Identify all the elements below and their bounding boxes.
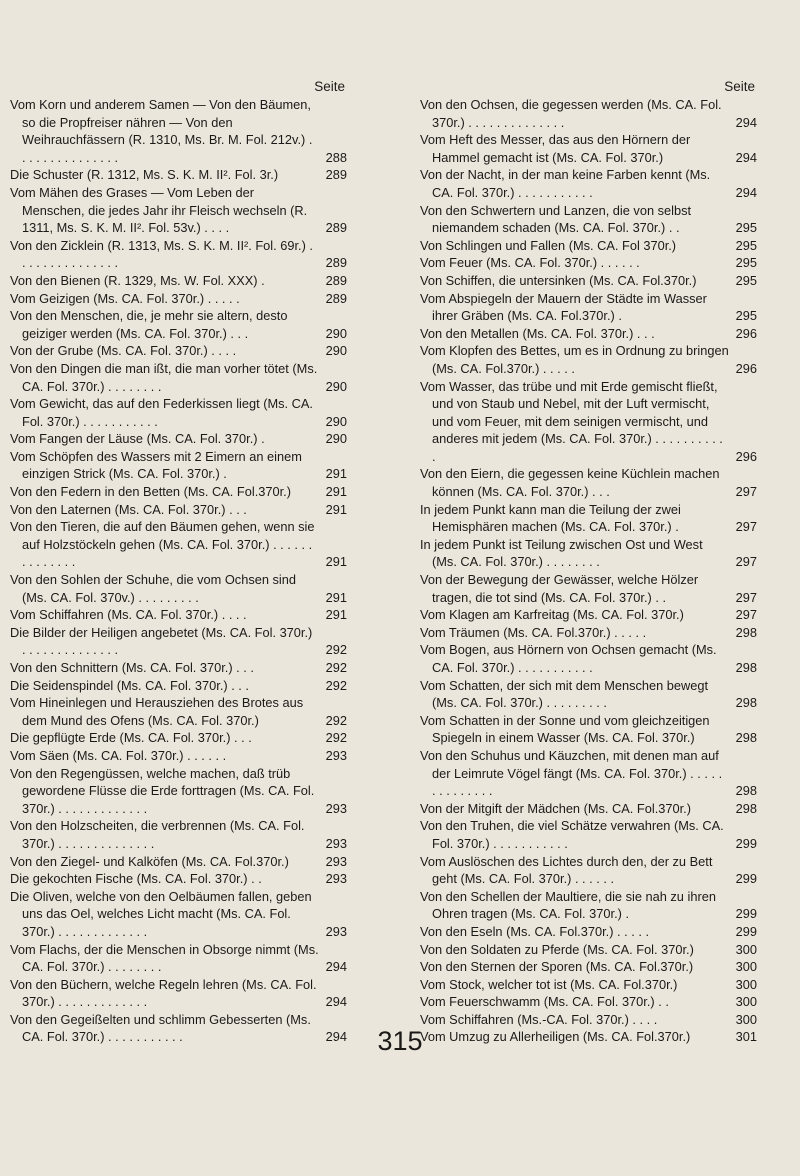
toc-entry-title: Vom Wasser, das trübe und mit Erde gemischt fließt, und von Staub und Nebel, mit der Luft vermischt, und vom Feuer, mit dem seinigen vermischt, und anderes mit jedem (Ms. CA. Fol. 370r.) . . . . . . . . . . . xyxy=(420,378,723,464)
toc-entry xyxy=(10,307,347,342)
toc-entry xyxy=(420,888,757,923)
toc-entry-page: 300 xyxy=(735,994,757,1010)
toc-entry-page: 301 xyxy=(735,1029,757,1045)
toc-entry-title: Vom Umzug zu Allerheiligen (Ms. CA. Fol.370r.) xyxy=(420,1029,691,1045)
toc-entry-title: Vom Abspiegeln der Mauern der Städte im Wasser ihrer Gräben (Ms. CA. Fol.370r.) . xyxy=(420,290,707,324)
toc-entry xyxy=(10,448,347,483)
toc-entry xyxy=(10,694,347,729)
toc-entry-title: Vom Fangen der Läuse (Ms. CA. Fol. 370r.) . xyxy=(10,431,265,447)
toc-entry-page: 295 xyxy=(735,220,757,236)
toc-entry-title: Vom Hineinlegen und Herausziehen des Brotes aus dem Mund des Ofens (Ms. CA. Fol. 370r.) xyxy=(10,695,304,728)
toc-entry xyxy=(10,624,347,659)
toc-entry xyxy=(10,747,347,765)
toc-entry xyxy=(420,747,757,800)
toc-entry xyxy=(10,571,347,606)
toc-entry-page: 289 xyxy=(325,167,347,183)
toc-entry-title: Von den Eiern, die gegessen keine Küchlein machen können (Ms. CA. Fol. 370r.) . . . xyxy=(420,466,720,500)
toc-entry xyxy=(10,888,347,941)
toc-entry-page: 292 xyxy=(325,660,347,675)
toc-entry-page: 298 xyxy=(735,800,757,816)
toc-entry-title: Von den Laternen (Ms. CA. Fol. 370r.) . . . xyxy=(10,501,247,517)
toc-entry-page: 297 xyxy=(735,607,757,623)
toc-entry xyxy=(10,606,347,624)
toc-entry-page: 290 xyxy=(325,343,347,359)
toc-entry-page: 298 xyxy=(735,730,757,746)
toc-entry-page: 296 xyxy=(735,360,757,376)
toc-entry-title: Vom Schatten, der sich mit dem Menschen bewegt (Ms. CA. Fol. 370r.) . . . . . . . . . xyxy=(420,677,709,711)
toc-entry-title: Von der Grube (Ms. CA. Fol. 370r.) . . . . xyxy=(10,343,237,359)
toc-entry-page: 294 xyxy=(325,1029,347,1045)
toc-entry-title: Vom Schiffahren (Ms. CA. Fol. 370r.) . . . . xyxy=(10,607,247,623)
toc-entry-page: 291 xyxy=(325,607,347,623)
toc-entry-page: 288 xyxy=(325,149,347,165)
toc-entry-title: Von den Ochsen, die gegessen werden (Ms. CA. Fol. 370r.) . . . . . . . . . . . . . . xyxy=(420,97,722,130)
toc-entry xyxy=(10,659,347,677)
toc-entry-page: 290 xyxy=(325,413,347,429)
toc-entry xyxy=(10,395,347,430)
toc-entry xyxy=(420,342,757,377)
toc-entry-title: Vom Stock, welcher tot ist (Ms. CA. Fol.370r.) xyxy=(420,976,678,992)
toc-entry-title: Von den Schuhus und Käuzchen, mit denen man auf der Leimrute Vögel fängt (Ms. CA. Fol. 370r.) . . . . . . . . . . . . . . xyxy=(420,747,723,799)
page-number: 315 xyxy=(377,1026,423,1056)
toc-entry-page: 290 xyxy=(325,431,347,447)
toc-entry-title: Von den Schnittern (Ms. CA. Fol. 370r.) . . . xyxy=(10,660,254,675)
toc-entry-title: Vom Korn und anderem Samen — Von den Bäumen, so die Propfreiser nähren — Von den Weihrauchfässern (R. 1310, Ms. Br. M. Fol. 212v.) . . . . . . . . . . . . . . . xyxy=(10,97,313,165)
toc-entry xyxy=(420,641,757,676)
right-column-header: Seite xyxy=(724,79,755,94)
toc-entry-title: Von den Büchern, welche Regeln lehren (Ms. CA. Fol. 370r.) . . . . . . . . . . . . . xyxy=(10,976,317,1010)
toc-entry-page: 299 xyxy=(735,871,757,887)
toc-entry xyxy=(420,923,757,941)
toc-entry xyxy=(420,536,757,571)
toc-entry-title: Vom Feuer (Ms. CA. Fol. 370r.) . . . . . . xyxy=(420,255,640,271)
toc-entry-title: Von den Holzscheiten, die verbrennen (Ms. CA. Fol. 370r.) . . . . . . . . . . . . . . xyxy=(10,818,305,851)
toc-entry-page: 298 xyxy=(735,783,757,799)
toc-entry-title: Von der Mitgift der Mädchen (Ms. CA. Fol.370r.) xyxy=(420,800,691,816)
toc-entry-page: 292 xyxy=(325,642,347,658)
toc-entry-title: Von den Federn in den Betten (Ms. CA. Fol.370r.) xyxy=(10,484,291,500)
toc-entry-title: Vom Klagen am Karfreitag (Ms. CA. Fol. 370r.) xyxy=(420,607,684,623)
toc-entry xyxy=(420,976,757,994)
toc-entry xyxy=(10,677,347,695)
toc-entry-title: Vom Bogen, aus Hörnern von Ochsen gemacht (Ms. CA. Fol. 370r.) . . . . . . . . . . . xyxy=(420,642,717,675)
toc-entry-title: Vom Geizigen (Ms. CA. Fol. 370r.) . . . . . xyxy=(10,290,240,306)
toc-entry-page: 294 xyxy=(735,184,757,200)
toc-entry xyxy=(10,729,347,747)
toc-entry xyxy=(420,96,757,131)
toc-entry-title: In jedem Punkt kann man die Teilung der zwei Hemisphären machen (Ms. CA. Fol. 370r.) . xyxy=(420,501,681,535)
left-column-header: Seite xyxy=(314,79,345,94)
toc-entry-page: 300 xyxy=(735,976,757,992)
toc-entry-page: 291 xyxy=(325,466,347,482)
toc-entry xyxy=(10,272,347,290)
toc-entry-page: 298 xyxy=(735,695,757,711)
toc-entry-title: Von den Dingen die man ißt, die man vorher tötet (Ms. CA. Fol. 370r.) . . . . . . . . xyxy=(10,360,318,394)
toc-entry xyxy=(10,518,347,571)
toc-entry-page: 294 xyxy=(325,959,347,975)
toc-entry-title: Von den Bienen (R. 1329, Ms. W. Fol. XXX) . xyxy=(10,272,265,288)
toc-entry xyxy=(10,853,347,871)
toc-entry-page: 299 xyxy=(735,923,757,939)
toc-entry xyxy=(420,853,757,888)
toc-entry-title: Vom Auslöschen des Lichtes durch den, der zu Bett geht (Ms. CA. Fol. 370r.) . . . . . . xyxy=(420,853,713,887)
toc-entry-page: 291 xyxy=(325,554,347,570)
toc-entry-title: Vom Heft des Messer, das aus den Hörnern der Hammel gemacht ist (Ms. CA. Fol. 370r.) xyxy=(420,132,691,165)
toc-entry xyxy=(420,817,757,852)
toc-entry xyxy=(10,360,347,395)
toc-entry-page: 292 xyxy=(325,712,347,728)
toc-entry-page: 294 xyxy=(735,114,757,130)
toc-entry xyxy=(420,606,757,624)
toc-entry xyxy=(420,131,757,166)
toc-entry-title: Vom Säen (Ms. CA. Fol. 370r.) . . . . . . xyxy=(10,747,227,763)
toc-entry xyxy=(420,272,757,290)
toc-entry-title: Von den Regengüssen, welche machen, daß trüb gewordene Flüsse die Erde forttragen (Ms. CA. Fol. 370r.) . . . . . . . . . . . . . xyxy=(10,765,315,816)
toc-entry xyxy=(420,237,757,255)
toc-entry-page: 295 xyxy=(735,308,757,324)
toc-entry-title: Die Oliven, welche von den Oelbäumen fallen, geben uns das Oel, welches Licht macht (Ms. CA. Fol. 370r.) . . . . . . . . . . . . . xyxy=(10,888,312,939)
toc-entry-page: 296 xyxy=(735,448,757,464)
toc-entry-page: 292 xyxy=(325,677,347,693)
toc-entry xyxy=(10,765,347,818)
toc-entry-page: 291 xyxy=(325,501,347,517)
toc-entry-title: Von den Zicklein (R. 1313, Ms. S. K. M. II². Fol. 69r.) . . . . . . . . . . . . . . . xyxy=(10,237,313,271)
toc-entry xyxy=(10,430,347,448)
toc-entry-page: 297 xyxy=(735,554,757,570)
toc-entry xyxy=(420,624,757,642)
toc-entry-title: Vom Klopfen des Bettes, um es in Ordnung zu bringen (Ms. CA. Fol.370r.) . . . . . xyxy=(420,343,729,376)
toc-entry-page: 289 xyxy=(325,272,347,288)
toc-entry xyxy=(420,325,757,343)
toc-entry xyxy=(10,501,347,519)
toc-entry xyxy=(10,290,347,308)
toc-entry-title: Von den Schellen der Maultiere, die sie nah zu ihren Ohren tragen (Ms. CA. Fol. 370r.) . xyxy=(420,888,716,922)
toc-entry-title: Von den Truhen, die viel Schätze verwahren (Ms. CA. Fol. 370r.) . . . . . . . . . . . xyxy=(420,818,724,851)
toc-entry xyxy=(10,96,347,166)
toc-entry xyxy=(420,501,757,536)
toc-entry-title: Von Schlingen und Fallen (Ms. CA. Fol 370r.) xyxy=(420,237,677,253)
toc-entry xyxy=(420,202,757,237)
toc-entry-page: 298 xyxy=(735,624,757,640)
toc-entry-title: Die Seidenspindel (Ms. CA. Fol. 370r.) . . . xyxy=(10,677,249,693)
toc-entry-page: 293 xyxy=(325,923,347,939)
toc-entry xyxy=(420,800,757,818)
toc-entry-title: In jedem Punkt ist Teilung zwischen Ost und West (Ms. CA. Fol. 370r.) . . . . . . . . xyxy=(420,536,703,570)
toc-entry-page: 293 xyxy=(325,835,347,851)
toc-entry-page: 289 xyxy=(325,290,347,306)
toc-entry xyxy=(420,465,757,500)
toc-entry xyxy=(10,817,347,852)
toc-entry-page: 293 xyxy=(325,800,347,816)
left-column xyxy=(10,78,347,1046)
toc-entry-title: Vom Schiffahren (Ms.-CA. Fol. 370r.) . . . . xyxy=(420,1011,658,1027)
toc-entry-page: 295 xyxy=(735,237,757,253)
toc-entry-title: Von den Menschen, die, je mehr sie altern, desto geiziger werden (Ms. CA. Fol. 370r.) . . . xyxy=(10,308,288,341)
toc-entry-page: 293 xyxy=(325,747,347,763)
toc-entry-title: Von den Gegeißelten und schlimm Gebesserten (Ms. CA. Fol. 370r.) . . . . . . . . . . . xyxy=(10,1011,311,1045)
toc-entry-title: Vom Träumen (Ms. CA. Fol.370r.) . . . . . xyxy=(420,624,647,640)
toc-entry-title: Die Bilder der Heiligen angebetet (Ms. CA. Fol. 370r.) . . . . . . . . . . . . . . xyxy=(10,624,313,658)
toc-entry-page: 296 xyxy=(735,325,757,341)
toc-entry-page: 300 xyxy=(735,1011,757,1027)
toc-entry xyxy=(10,184,347,237)
toc-entry-page: 295 xyxy=(735,255,757,271)
toc-entry-page: 289 xyxy=(325,220,347,236)
toc-entry-page: 294 xyxy=(735,149,757,165)
toc-entry-page: 297 xyxy=(735,484,757,500)
toc-entry-title: Von den Schwertern und Lanzen, die von selbst niemandem schaden (Ms. CA. Fol. 370r.) . . xyxy=(420,202,692,236)
toc-entry-page: 293 xyxy=(325,853,347,869)
toc-entry xyxy=(10,237,347,272)
toc-entry xyxy=(420,677,757,712)
toc-entry-title: Die gepflügte Erde (Ms. CA. Fol. 370r.) . . . xyxy=(10,730,252,746)
toc-entry-page: 295 xyxy=(735,272,757,288)
toc-entry-title: Von den Sohlen der Schuhe, die vom Ochsen sind (Ms. CA. Fol. 370v.) . . . . . . . . . xyxy=(10,572,296,605)
toc-entry-page: 291 xyxy=(325,589,347,605)
toc-entry-page: 299 xyxy=(735,835,757,851)
toc-entry-title: Vom Gewicht, das auf den Federkissen liegt (Ms. CA. Fol. 370r.) . . . . . . . . . . . xyxy=(10,396,313,429)
right-column xyxy=(420,78,757,1046)
toc-entry-title: Vom Feuerschwamm (Ms. CA. Fol. 370r.) . . xyxy=(420,994,669,1010)
toc-entry-title: Vom Schatten in der Sonne und vom gleichzeitigen Spiegeln in einem Wasser (Ms. CA. Fol. 370r.) xyxy=(420,712,710,746)
toc-entry-page: 290 xyxy=(325,325,347,341)
toc-entry xyxy=(10,870,347,888)
toc-entry-page: 291 xyxy=(325,484,347,500)
toc-entry-page: 292 xyxy=(325,730,347,746)
toc-entry-title: Die Schuster (R. 1312, Ms. S. K. M. II². Fol. 3r.) xyxy=(10,167,279,183)
toc-entry xyxy=(420,378,757,466)
toc-entry-page: 298 xyxy=(735,660,757,675)
toc-entry-title: Von der Nacht, in der man keine Farben kennt (Ms. CA. Fol. 370r.) . . . . . . . . . . . xyxy=(420,167,711,200)
toc-entry-page: 297 xyxy=(735,589,757,605)
toc-entry-page: 290 xyxy=(325,378,347,394)
toc-entry xyxy=(10,941,347,976)
toc-entry xyxy=(420,254,757,272)
toc-entry-title: Von den Sternen der Sporen (Ms. CA. Fol.370r.) xyxy=(420,959,694,975)
toc-entry xyxy=(10,166,347,184)
toc-entry-page: 293 xyxy=(325,871,347,887)
toc-entry-page: 300 xyxy=(735,941,757,957)
toc-entry-title: Die gekochten Fische (Ms. CA. Fol. 370r.) . . xyxy=(10,871,262,887)
toc-entry xyxy=(420,166,757,201)
toc-entry-title: Vom Flachs, der die Menschen in Obsorge nimmt (Ms. CA. Fol. 370r.) . . . . . . . . xyxy=(10,941,319,975)
toc-entry xyxy=(10,342,347,360)
toc-entry-title: Von den Soldaten zu Pferde (Ms. CA. Fol. 370r.) xyxy=(420,941,694,957)
toc-entry-title: Von den Metallen (Ms. CA. Fol. 370r.) . . . xyxy=(420,325,655,341)
toc-entry-page: 297 xyxy=(735,519,757,535)
toc-entry-page: 300 xyxy=(735,959,757,975)
toc-entry-title: Von den Ziegel- und Kalköfen (Ms. CA. Fol.370r.) xyxy=(10,853,289,869)
toc-entry xyxy=(420,712,757,747)
toc-entry xyxy=(420,941,757,959)
toc-entry-page: 299 xyxy=(735,906,757,922)
toc-entry-title: Von den Tieren, die auf den Bäumen gehen, wenn sie auf Holzstöckeln gehen (Ms. CA. Fol. 370r.) . . . . . . . . . . . . . . xyxy=(10,519,315,570)
toc-entry xyxy=(420,571,757,606)
left-entries xyxy=(10,96,347,1046)
right-entries xyxy=(420,96,757,1046)
toc-entry xyxy=(10,976,347,1011)
toc-entry-title: Vom Schöpfen des Wassers mit 2 Eimern an einem einzigen Strick (Ms. CA. Fol. 370r.) . xyxy=(10,448,302,482)
toc-entry-page: 294 xyxy=(325,994,347,1010)
toc-entry xyxy=(10,483,347,501)
toc-entry xyxy=(420,958,757,976)
toc-entry-page: 289 xyxy=(325,255,347,271)
toc-entry-title: Vom Mähen des Grases — Vom Leben der Menschen, die jedes Jahr ihr Fleisch wechseln (R. 1311, Ms. S. K. M. II². Fol. 53v.) . . . . xyxy=(10,184,308,236)
toc-entry xyxy=(420,290,757,325)
toc-entry-title: Von den Eseln (Ms. CA. Fol.370r.) . . . . . xyxy=(420,923,650,939)
toc-entry-title: Von Schiffen, die untersinken (Ms. CA. Fol.370r.) xyxy=(420,272,697,288)
toc-entry-title: Von der Bewegung der Gewässer, welche Hölzer tragen, die tot sind (Ms. CA. Fol. 370r.) . . xyxy=(420,572,699,605)
toc-entry xyxy=(420,993,757,1011)
